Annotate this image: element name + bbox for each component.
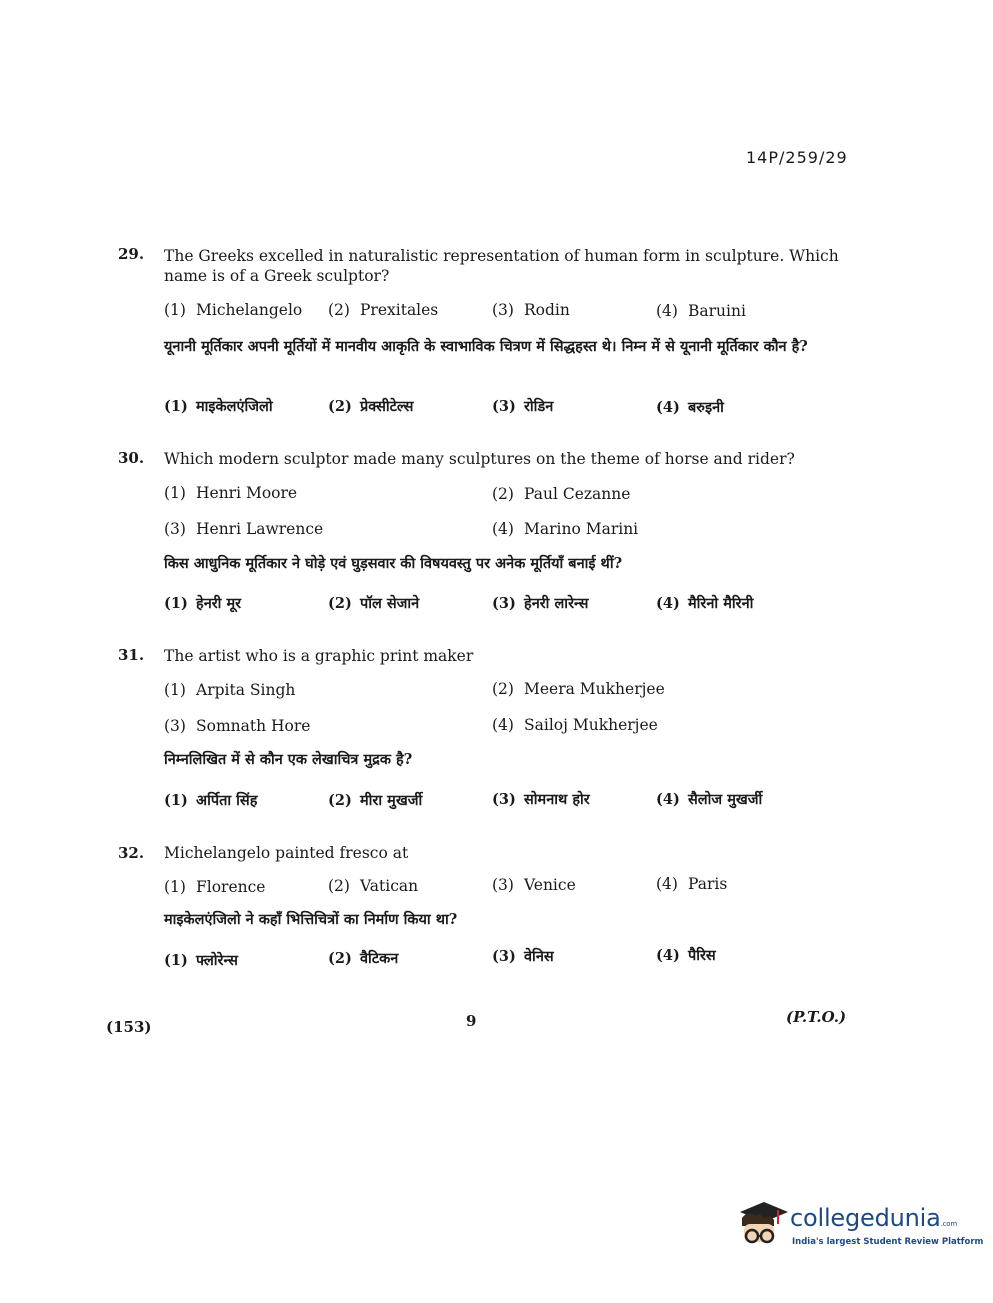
- option-4: (4) Baruini: [656, 302, 746, 320]
- option-4: (4) Sailoj Mukherjee: [492, 716, 658, 734]
- hindi-option-2: (2) मीरा मुखर्जी: [328, 792, 423, 809]
- question-number: 31.: [118, 646, 145, 664]
- question-text: The Greeks excelled in naturalistic representation of human form in sculpture. Which name is of a Greek sculptor?: [164, 247, 839, 285]
- hindi-option-2: (2) पॉल सेजाने: [328, 595, 420, 612]
- option-2: (2) Vatican: [328, 877, 419, 895]
- question-text: Michelangelo painted fresco at: [164, 844, 409, 862]
- hindi-option-3: (3) रोडिन: [492, 398, 554, 415]
- question-text: The artist who is a graphic print maker: [164, 647, 474, 665]
- paper-code: 14P/259/29: [746, 148, 848, 167]
- hindi-option-1: (1) हेनरी मूर: [164, 595, 242, 612]
- hindi-option-4: (4) बरुइनी: [656, 399, 724, 416]
- hindi-option-1: (1) फ्लोरेन्स: [164, 952, 238, 969]
- hindi-option-2: (2) वैटिकन: [328, 950, 399, 967]
- option-3: (3) Venice: [492, 876, 576, 894]
- option-3: (3) Henri Lawrence: [164, 520, 324, 538]
- option-4: (4) Marino Marini: [492, 520, 639, 538]
- hindi-option-1: (1) अर्पिता सिंह: [164, 792, 258, 809]
- option-4: (4) Paris: [656, 875, 728, 893]
- hindi-option-1: (1) माइकेलएंजिलो: [164, 398, 273, 415]
- hindi-option-3: (3) वेनिस: [492, 948, 554, 965]
- question-text-hindi: यूनानी मूर्तिकार अपनी मूर्तियों में मानवीय आकृति के स्वाभाविक चित्रण में सिद्धहस्त थे। निम्न में से यूनानी मूर्तिकार कौन है?: [164, 338, 808, 355]
- hindi-option-3: (3) सोमनाथ होर: [492, 791, 590, 808]
- option-1: (1) Arpita Singh: [164, 681, 296, 699]
- question-text: Which modern sculptor made many sculptures on the theme of horse and rider?: [164, 450, 795, 468]
- question-number: 30.: [118, 449, 145, 467]
- question-text-hindi: माइकेलएंजिलो ने कहाँ भित्तिचित्रों का निर्माण किया था?: [164, 911, 458, 928]
- hindi-option-4: (4) पैरिस: [656, 947, 716, 964]
- hindi-option-2: (2) प्रेक्सीटेल्स: [328, 398, 414, 415]
- hindi-option-4: (4) सैलोज मुखर्जी: [656, 791, 763, 808]
- pto-note: (P.T.O.): [786, 1008, 847, 1026]
- hindi-option-4: (4) मैरिनो मैरिनी: [656, 595, 754, 612]
- option-1: (1) Florence: [164, 878, 266, 896]
- brand-name: collegedunia.com: [790, 1204, 958, 1232]
- option-1: (1) Henri Moore: [164, 484, 298, 502]
- page-number: 9: [466, 1012, 477, 1030]
- brand-tagline: India's largest Student Review Platform: [792, 1237, 984, 1247]
- option-3: (3) Rodin: [492, 301, 570, 319]
- option-1: (1) Michelangelo: [164, 301, 303, 319]
- question-number: 32.: [118, 844, 145, 862]
- option-3: (3) Somnath Hore: [164, 717, 311, 735]
- option-2: (2) Meera Mukherjee: [492, 680, 665, 698]
- question-text-hindi: निम्नलिखित में से कौन एक लेखाचित्र मुद्रक है?: [164, 751, 413, 768]
- footer-code: (153): [106, 1018, 152, 1036]
- question-text-hindi: किस आधुनिक मूर्तिकार ने घोड़े एवं घुड़सवार की विषयवस्तु पर अनेक मूर्तियाँ बनाई थीं?: [164, 555, 623, 572]
- question-number: 29.: [118, 245, 145, 263]
- collegedunia-watermark: [734, 1196, 984, 1256]
- hindi-option-3: (3) हेनरी लारेन्स: [492, 595, 589, 612]
- option-2: (2) Paul Cezanne: [492, 485, 631, 503]
- option-2: (2) Prexitales: [328, 301, 439, 319]
- mascot-icon: [734, 1196, 790, 1256]
